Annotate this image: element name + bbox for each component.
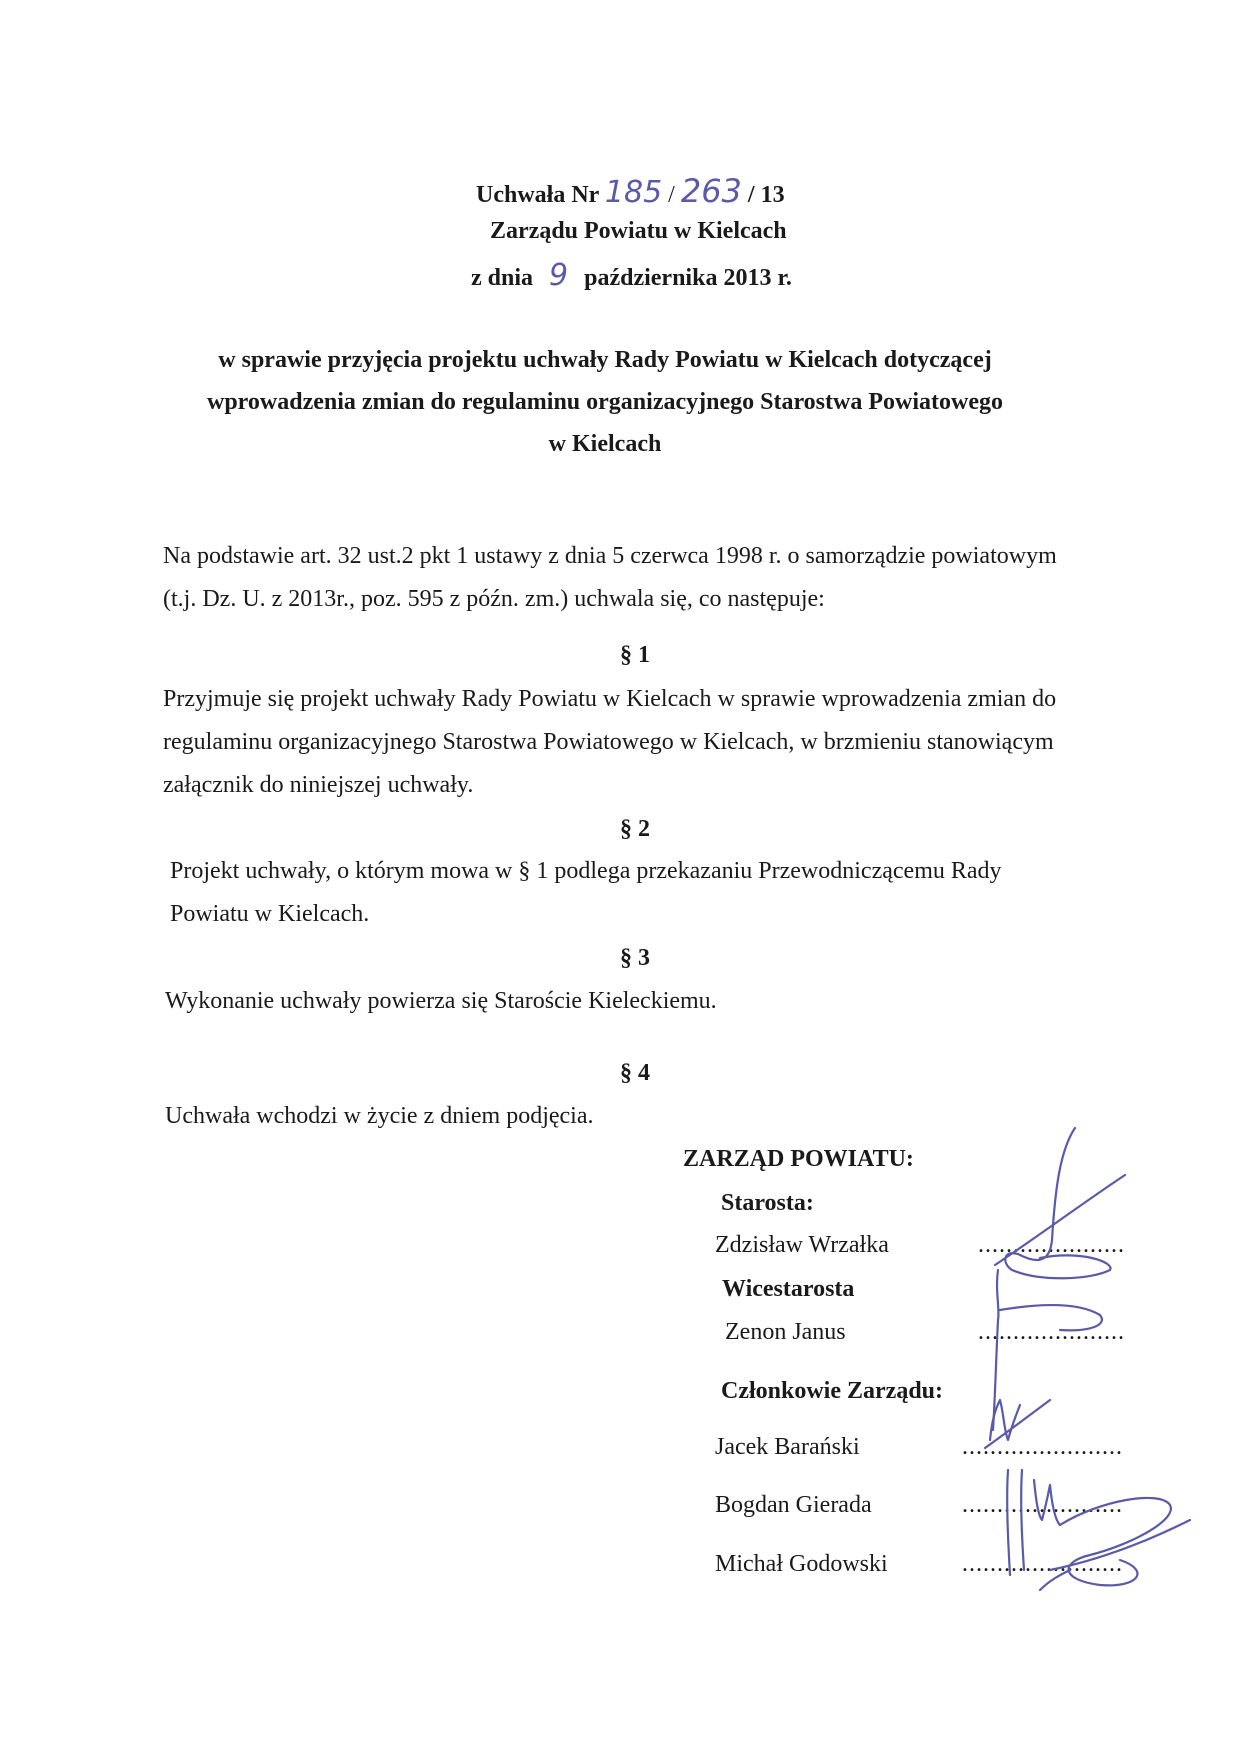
member-signature-line-2: .......................: [962, 1492, 1123, 1518]
resolution-prefix: Uchwała Nr: [476, 182, 599, 208]
section-1-line-1: Przyjmuje się projekt uchwały Rady Powiatu w Kielcach w sprawie wprowadzenia zmian do: [163, 686, 1057, 712]
subject-line-3: w Kielcach: [548, 431, 662, 457]
members-label: Członkowie Zarządu:: [721, 1378, 943, 1404]
handwritten-number: 185: [604, 175, 663, 210]
wicestarosta-label: Wicestarosta: [722, 1276, 855, 1302]
starosta-signature-line: .....................: [978, 1232, 1125, 1258]
member-signature-line-3: .......................: [962, 1551, 1123, 1577]
section-1-heading: § 1: [620, 642, 650, 668]
section-3-line-1: Wykonanie uchwały powierza się Staroście Kieleckiemu.: [165, 988, 717, 1014]
subject-line-1: w sprawie przyjęcia projektu uchwały Rady Powiatu w Kielcach dotyczącej: [218, 347, 992, 373]
issuer-line: Zarządu Powiatu w Kielcach: [490, 218, 787, 244]
wicestarosta-signature-line: .....................: [978, 1319, 1125, 1345]
section-1-line-2: regulaminu organizacyjnego Starostwa Powiatowego w Kielcach, w brzmieniu stanowiącym: [163, 729, 1054, 755]
section-2-line-2: Powiatu w Kielcach.: [170, 901, 370, 927]
handwritten-number-2: 263: [680, 172, 742, 210]
date-suffix: października 2013 r.: [584, 265, 792, 291]
subject-line-2: wprowadzenia zmian do regulaminu organizacyjnego Starostwa Powiatowego: [207, 389, 1003, 415]
basis-line-2: (t.j. Dz. U. z 2013r., poz. 595 z późn. zm.) uchwala się, co następuje:: [163, 586, 825, 612]
section-3-heading: § 3: [620, 945, 650, 971]
section-2-heading: § 2: [620, 816, 650, 842]
member-name-3: Michał Godowski: [715, 1551, 888, 1577]
section-2-line-1: Projekt uchwały, o którym mowa w § 1 podlega przekazaniu Przewodniczącemu Rady: [170, 858, 1002, 884]
member-name-1: Jacek Barański: [715, 1434, 860, 1460]
date-prefix: z dnia: [471, 265, 534, 291]
section-1-line-3: załącznik do niniejszej uchwały.: [163, 772, 474, 798]
section-4-heading: § 4: [620, 1060, 650, 1086]
board-title: ZARZĄD POWIATU:: [683, 1146, 914, 1172]
basis-line-1: Na podstawie art. 32 ust.2 pkt 1 ustawy z dnia 5 czerwca 1998 r. o samorządzie powiatowym: [163, 543, 1057, 569]
section-4-line-1: Uchwała wchodzi w życie z dniem podjęcia.: [165, 1103, 594, 1129]
starosta-name: Zdzisław Wrzałka: [715, 1232, 889, 1258]
member-signature-line-1: .......................: [962, 1434, 1123, 1460]
starosta-label: Starosta:: [721, 1190, 814, 1216]
handwritten-day: 9: [549, 258, 569, 293]
year-suffix: / 13: [747, 182, 785, 208]
separator: /: [668, 182, 675, 208]
date-line: [471, 258, 792, 293]
resolution-number-line: [476, 172, 785, 210]
member-name-2: Bogdan Gierada: [715, 1492, 872, 1518]
wicestarosta-name: Zenon Janus: [725, 1319, 846, 1345]
